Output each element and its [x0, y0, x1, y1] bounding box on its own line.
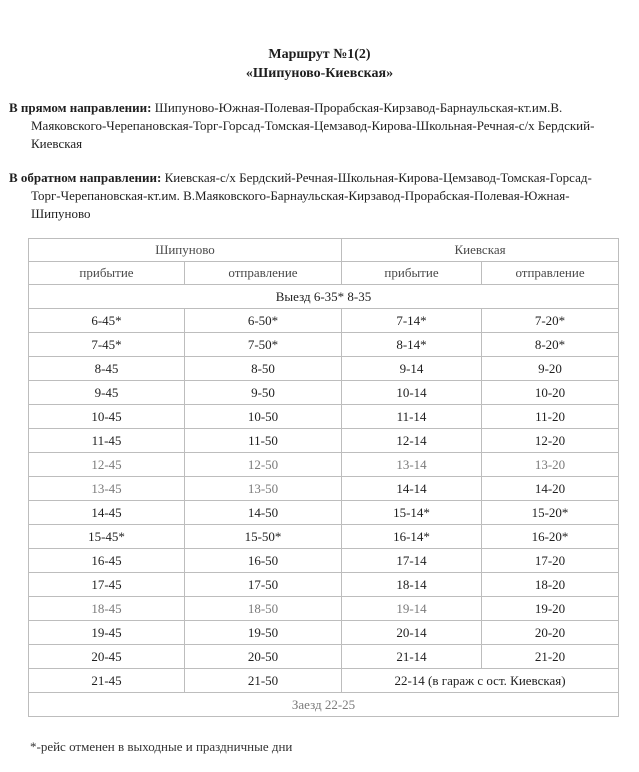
cell-a-arrival: 8-45	[29, 357, 185, 381]
cell-b-arrival: 13-14	[342, 453, 482, 477]
cell-b-departure: 10-20	[482, 381, 619, 405]
cell-b-departure: 18-20	[482, 573, 619, 597]
col-a-departure: отправление	[185, 262, 342, 285]
table-row	[29, 357, 619, 381]
cell-a-departure: 17-50	[185, 573, 342, 597]
table-row	[29, 501, 619, 525]
cell-a-departure: 19-50	[185, 621, 342, 645]
backward-direction-text: Киевская-с/х Бердский-Речная-Школьная-Кирова-Цемзавод-Томская-Горсад-Торг-Черепановская-кт.им. В.Маяковского-Барнаульская-Кирзавод-Прорабская-Полевая-Южная-Шипуново	[31, 170, 592, 221]
cell-b-departure: 11-20	[482, 405, 619, 429]
cell-a-arrival: 13-45	[29, 477, 185, 501]
last-table-row	[29, 669, 619, 693]
cell-b-arrival: 20-14	[342, 621, 482, 645]
table-row	[29, 333, 619, 357]
cell-b-arrival: 16-14*	[342, 525, 482, 549]
cell-b-arrival: 19-14	[342, 597, 482, 621]
backward-direction	[9, 169, 619, 223]
cell-a-arrival: 17-45	[29, 573, 185, 597]
header-row-columns	[29, 262, 619, 285]
cell-a-arrival: 7-45*	[29, 333, 185, 357]
header-row-stops	[29, 239, 619, 262]
cell-b-arrival: 15-14*	[342, 501, 482, 525]
cell-b-departure: 20-20	[482, 621, 619, 645]
cell-b-departure: 17-20	[482, 549, 619, 573]
col-a-arrival: прибытие	[29, 262, 185, 285]
col-b-departure: отправление	[482, 262, 619, 285]
cell-a-departure: 9-50	[185, 381, 342, 405]
forward-direction-label: В прямом направлении:	[9, 100, 152, 115]
cell-a-arrival: 18-45	[29, 597, 185, 621]
table-row	[29, 573, 619, 597]
cell-a-arrival: 21-45	[29, 669, 185, 693]
departure-row	[29, 285, 619, 309]
cell-a-arrival: 6-45*	[29, 309, 185, 333]
cell-b-arrival: 21-14	[342, 645, 482, 669]
cell-b-arrival: 9-14	[342, 357, 482, 381]
route-name-title: «Шипуново-Киевская»	[245, 66, 394, 81]
cell-b-arrival: 10-14	[342, 381, 482, 405]
cell-b-departure: 14-20	[482, 477, 619, 501]
cell-a-departure: 20-50	[185, 645, 342, 669]
cell-a-arrival: 15-45*	[29, 525, 185, 549]
cell-a-departure: 7-50*	[185, 333, 342, 357]
table-row	[29, 405, 619, 429]
cell-b-departure: 16-20*	[482, 525, 619, 549]
stop-a-header: Шипуново	[29, 239, 342, 262]
cell-b-arrival: 14-14	[342, 477, 482, 501]
cell-a-departure: 10-50	[185, 405, 342, 429]
cell-b-arrival: 12-14	[342, 429, 482, 453]
cell-a-arrival: 16-45	[29, 549, 185, 573]
cell-a-departure: 11-50	[185, 429, 342, 453]
cell-a-arrival: 14-45	[29, 501, 185, 525]
cell-a-departure: 6-50*	[185, 309, 342, 333]
cell-a-arrival: 11-45	[29, 429, 185, 453]
table-row	[29, 525, 619, 549]
cell-a-departure: 21-50	[185, 669, 342, 693]
return-row	[29, 693, 619, 717]
table-row	[29, 597, 619, 621]
cell-b-arrival: 18-14	[342, 573, 482, 597]
cell-a-arrival: 20-45	[29, 645, 185, 669]
cell-b-departure: 7-20*	[482, 309, 619, 333]
table-row	[29, 621, 619, 645]
table-row	[29, 645, 619, 669]
table-row	[29, 549, 619, 573]
table-row	[29, 477, 619, 501]
cell-b-arrival: 7-14*	[342, 309, 482, 333]
cell-b-departure: 12-20	[482, 429, 619, 453]
departure-cell: Выезд 6-35* 8-35	[29, 285, 619, 309]
cell-a-departure: 12-50	[185, 453, 342, 477]
cell-b-departure: 9-20	[482, 357, 619, 381]
cell-a-departure: 18-50	[185, 597, 342, 621]
stop-b-header: Киевская	[342, 239, 619, 262]
table-row	[29, 381, 619, 405]
cell-a-departure: 8-50	[185, 357, 342, 381]
cell-b-arrival: 11-14	[342, 405, 482, 429]
return-cell: Заезд 22-25	[29, 693, 619, 717]
cell-b-departure: 15-20*	[482, 501, 619, 525]
cell-b-departure: 13-20	[482, 453, 619, 477]
cell-a-departure: 13-50	[185, 477, 342, 501]
cell-a-arrival: 19-45	[29, 621, 185, 645]
route-number-title: Маршрут №1(2)	[268, 47, 371, 62]
cell-a-departure: 16-50	[185, 549, 342, 573]
cell-b-departure: 19-20	[482, 597, 619, 621]
cell-a-arrival: 10-45	[29, 405, 185, 429]
backward-direction-label: В обратном направлении:	[9, 170, 162, 185]
cell-a-departure: 15-50*	[185, 525, 342, 549]
forward-direction	[9, 99, 619, 153]
table-row	[29, 309, 619, 333]
col-b-arrival: прибытие	[342, 262, 482, 285]
cell-b-merged: 22-14 (в гараж с ост. Киевская)	[342, 669, 619, 693]
cell-b-departure: 8-20*	[482, 333, 619, 357]
cell-b-arrival: 17-14	[342, 549, 482, 573]
cell-a-arrival: 12-45	[29, 453, 185, 477]
cell-b-arrival: 8-14*	[342, 333, 482, 357]
footnote: *-рейс отменен в выходные и праздничные дни	[30, 739, 293, 754]
forward-direction-text: Шипуново-Южная-Полевая-Прорабская-Кирзавод-Барнаульская-кт.им.В. Маяковского-Черепановская-Торг-Горсад-Томская-Цемзавод-Кирова-Школьная-Речная-с/х Бердский-Киевская	[31, 100, 595, 151]
table-row	[29, 429, 619, 453]
schedule-table	[28, 238, 619, 717]
cell-b-departure: 21-20	[482, 645, 619, 669]
table-row	[29, 453, 619, 477]
cell-a-departure: 14-50	[185, 501, 342, 525]
cell-a-arrival: 9-45	[29, 381, 185, 405]
